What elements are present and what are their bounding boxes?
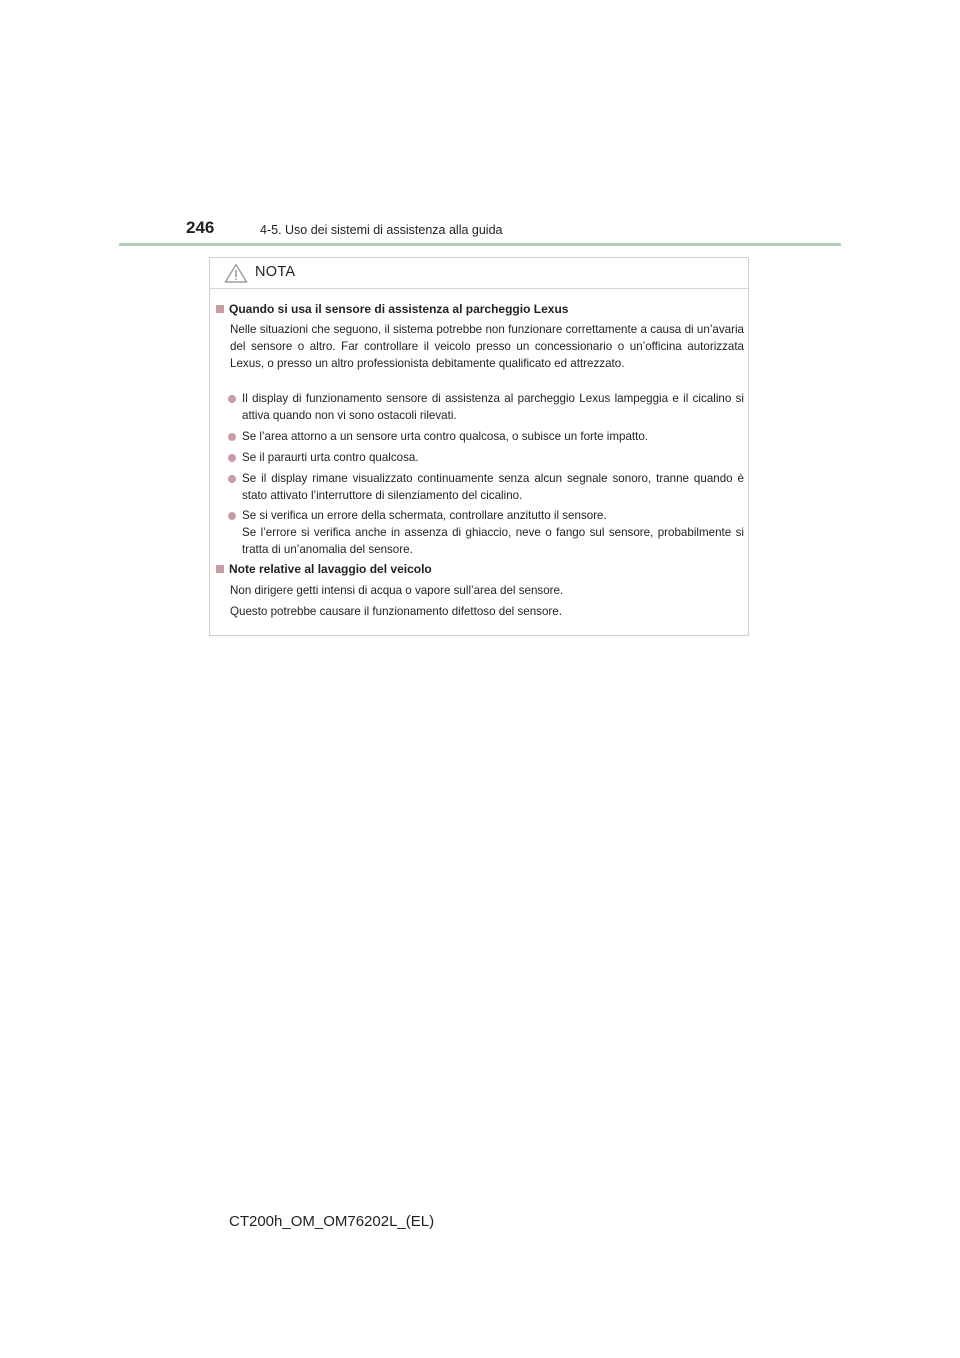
paragraph: Questo potrebbe causare il funzionamento difettoso del sensore.	[230, 605, 562, 618]
bullet-dot-icon	[228, 433, 236, 441]
paragraph: Non dirigere getti intensi di acqua o vapore sull’area del sensore.	[230, 584, 564, 597]
square-bullet-icon	[216, 305, 224, 313]
bullet-dot-icon	[228, 475, 236, 483]
footer-document-code: CT200h_OM_OM76202L_(EL)	[229, 1213, 435, 1230]
list-item: Se il paraurti urta contro qualcosa.	[242, 450, 744, 467]
paragraph: Nelle situazioni che seguono, il sistema potrebbe non funzionare correttamente a causa di un’avaria del sensore o altro. Far controllare il veicolo presso un concessionario o un’officina autorizzata Lexus, o presso un altro professionista debitamente qualificato ed attrezzato.	[230, 323, 744, 370]
list-item: Se l’area attorno a un sensore urta contro qualcosa, o subisce un forte impatto.	[242, 429, 744, 446]
header-rule	[119, 243, 841, 246]
list-item: Se si verifica un errore della schermata, controllare anzitutto il sensore.	[242, 508, 744, 525]
bullet-dot-icon	[228, 512, 236, 520]
section-heading-parking-sensor: Quando si usa il sensore di assistenza al parcheggio Lexus	[216, 302, 568, 316]
list-item-continuation: Se l’errore si verifica anche in assenza di ghiaccio, neve o fango sul sensore, probabilmente si tratta di un’anomalia del sensore.	[242, 526, 744, 556]
note-title: NOTA	[255, 264, 296, 280]
bullet-dot-icon	[228, 395, 236, 403]
section-title: 4-5. Uso dei sistemi di assistenza alla guida	[260, 223, 503, 237]
warning-triangle-icon	[224, 263, 248, 283]
bullet-dot-icon	[228, 454, 236, 462]
square-bullet-icon	[216, 565, 224, 573]
note-box	[209, 257, 749, 636]
section-heading-car-wash: Note relative al lavaggio del veicolo	[216, 562, 432, 576]
note-header	[210, 258, 748, 289]
list-item: Se il display rimane visualizzato continuamente senza alcun segnale sonoro, tranne quando è stato attivato l’interruttore di silenziamento del cicalino.	[242, 471, 744, 505]
list-item: Il display di funzionamento sensore di assistenza al parcheggio Lexus lampeggia e il cicalino si attiva quando non vi sono ostacoli rilevati.	[242, 391, 744, 425]
page-number: 246	[186, 218, 215, 237]
